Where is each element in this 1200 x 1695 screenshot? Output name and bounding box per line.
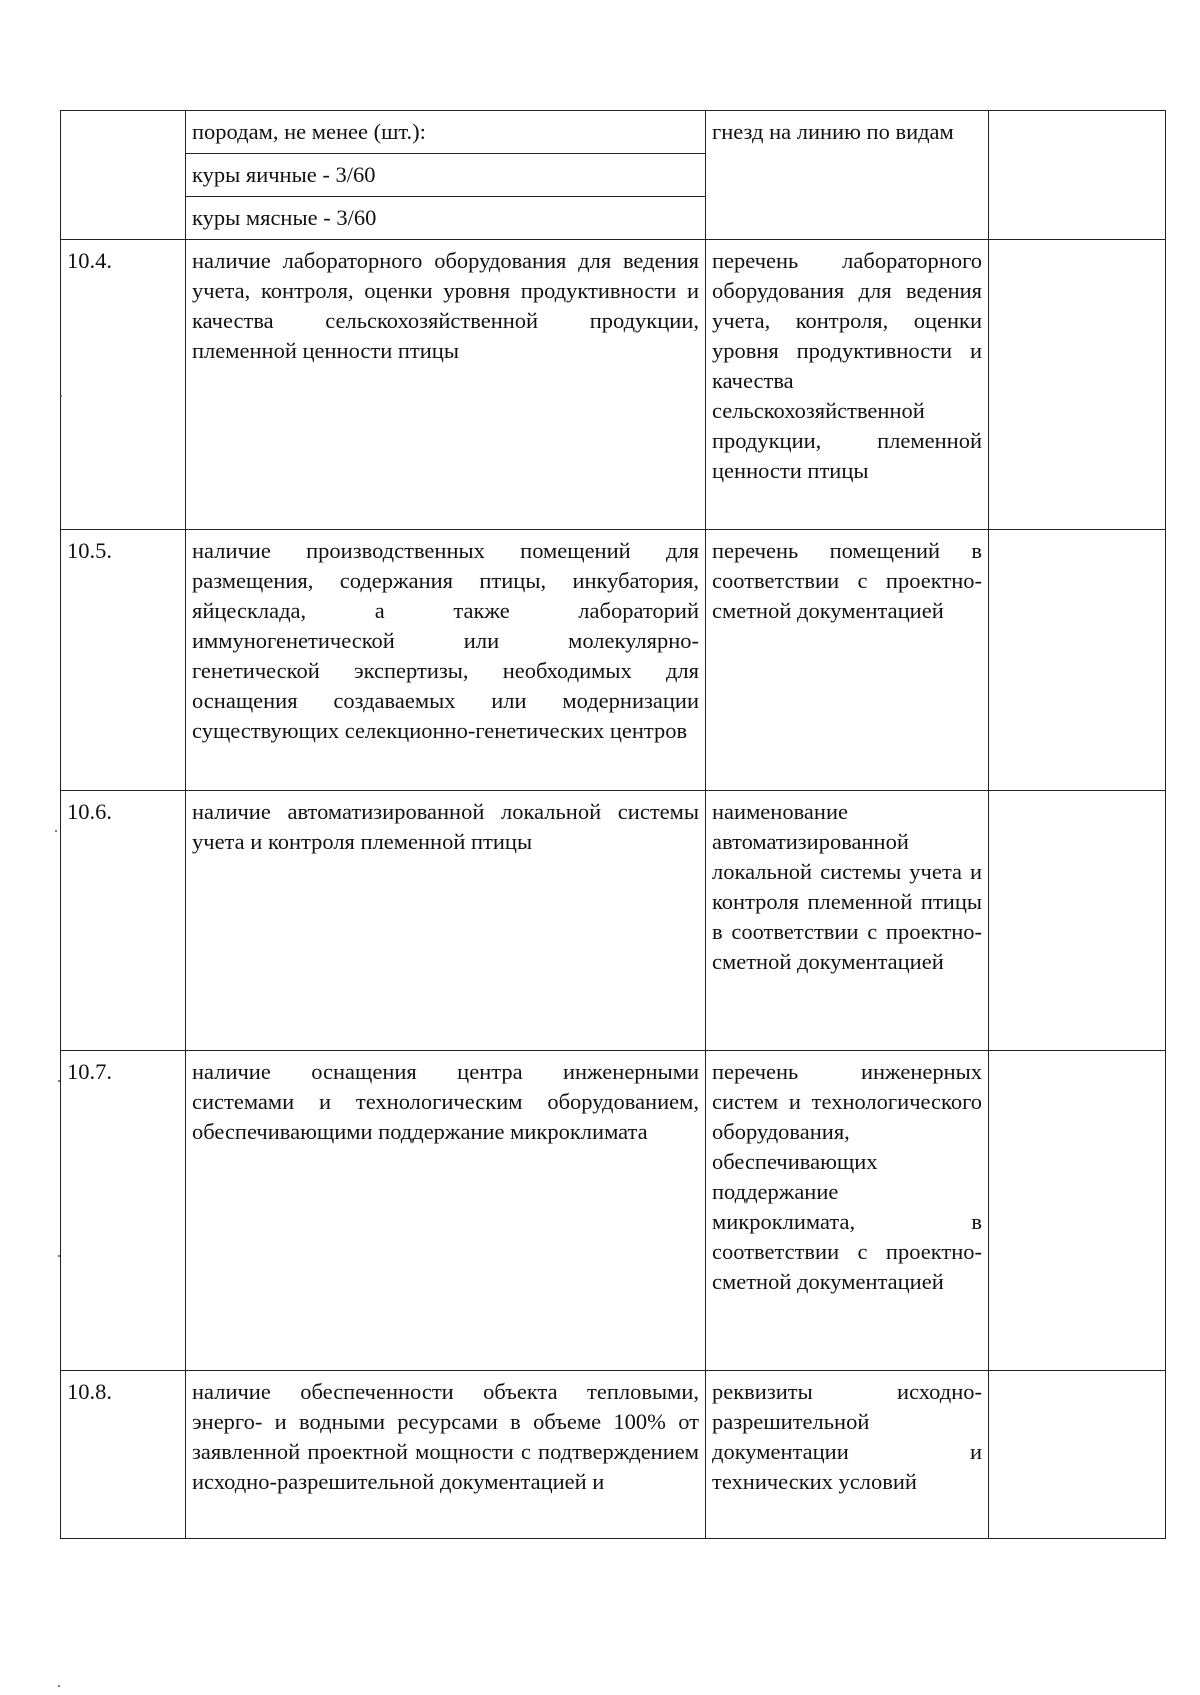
empty-cell [989, 1051, 1166, 1371]
row-number-cell: 10.6. [61, 791, 186, 1051]
table-row [61, 111, 1166, 154]
criterion-cell: наличие обеспеченности объекта тепловыми, энерго- и водными ресурсами в объеме 100% от заявленной проектной мощности с подтверждением исходно-разрешительной документацией и [186, 1371, 706, 1539]
criterion-cell: породам, не менее (шт.): [186, 111, 706, 154]
row-number-cell: 10.8. [61, 1371, 186, 1539]
document-cell: перечень инженерных систем и технологического оборудования, обеспечивающих поддержание микроклимата, в соответствии с проектно-сметной документацией [706, 1051, 989, 1371]
empty-cell [989, 791, 1166, 1051]
document-cell: гнезд на линию по видам [706, 111, 989, 240]
document-cell: наименование автоматизированной локальной системы учета и контроля племенной птицы в соответствии с проектно-сметной документацией [706, 791, 989, 1051]
empty-cell [989, 530, 1166, 791]
document-cell: реквизиты исходно-разрешительной документации и технических условий [706, 1371, 989, 1539]
scan-speck [55, 830, 57, 832]
row-number-cell: 10.5. [61, 530, 186, 791]
criterion-cell: куры мясные - 3/60 [186, 197, 706, 240]
empty-cell [989, 1371, 1166, 1539]
criteria-table [60, 110, 1166, 1539]
document-cell: перечень помещений в соответствии с проектно-сметной документацией [706, 530, 989, 791]
table-row [61, 1371, 1166, 1539]
row-number-cell: 10.7. [61, 1051, 186, 1371]
table-row [61, 791, 1166, 1051]
row-number-cell [61, 111, 186, 240]
criterion-cell: наличие автоматизированной локальной системы учета и контроля племенной птицы [186, 791, 706, 1051]
criterion-cell: куры яичные - 3/60 [186, 154, 706, 197]
table-row [61, 530, 1166, 791]
criterion-cell: наличие оснащения центра инженерными системами и технологическим оборудованием, обеспечивающими поддержание микроклимата [186, 1051, 706, 1371]
criterion-cell: наличие лабораторного оборудования для ведения учета, контроля, оценки уровня продуктивности и качества сельскохозяйственной продукции, племенной ценности птицы [186, 240, 706, 530]
criterion-cell: наличие производственных помещений для размещения, содержания птицы, инкубатория, яйцесклада, а также лабораторий иммуногенетической или молекулярно-генетической экспертизы, необходимых для оснащения создаваемых или модернизации существующих селекционно-генетических центров [186, 530, 706, 791]
scan-speck [58, 1080, 60, 1082]
row-number-cell: 10.4. [61, 240, 186, 530]
scan-speck [60, 395, 62, 397]
scan-speck [58, 1255, 60, 1257]
table-row [61, 1051, 1166, 1371]
document-cell: перечень лабораторного оборудования для ведения учета, контроля, оценки уровня продуктивности и качества сельскохозяйственной продукции, племенной ценности птицы [706, 240, 989, 530]
empty-cell [989, 240, 1166, 530]
scan-speck [58, 1685, 60, 1687]
empty-cell [989, 111, 1166, 240]
table-row [61, 240, 1166, 530]
